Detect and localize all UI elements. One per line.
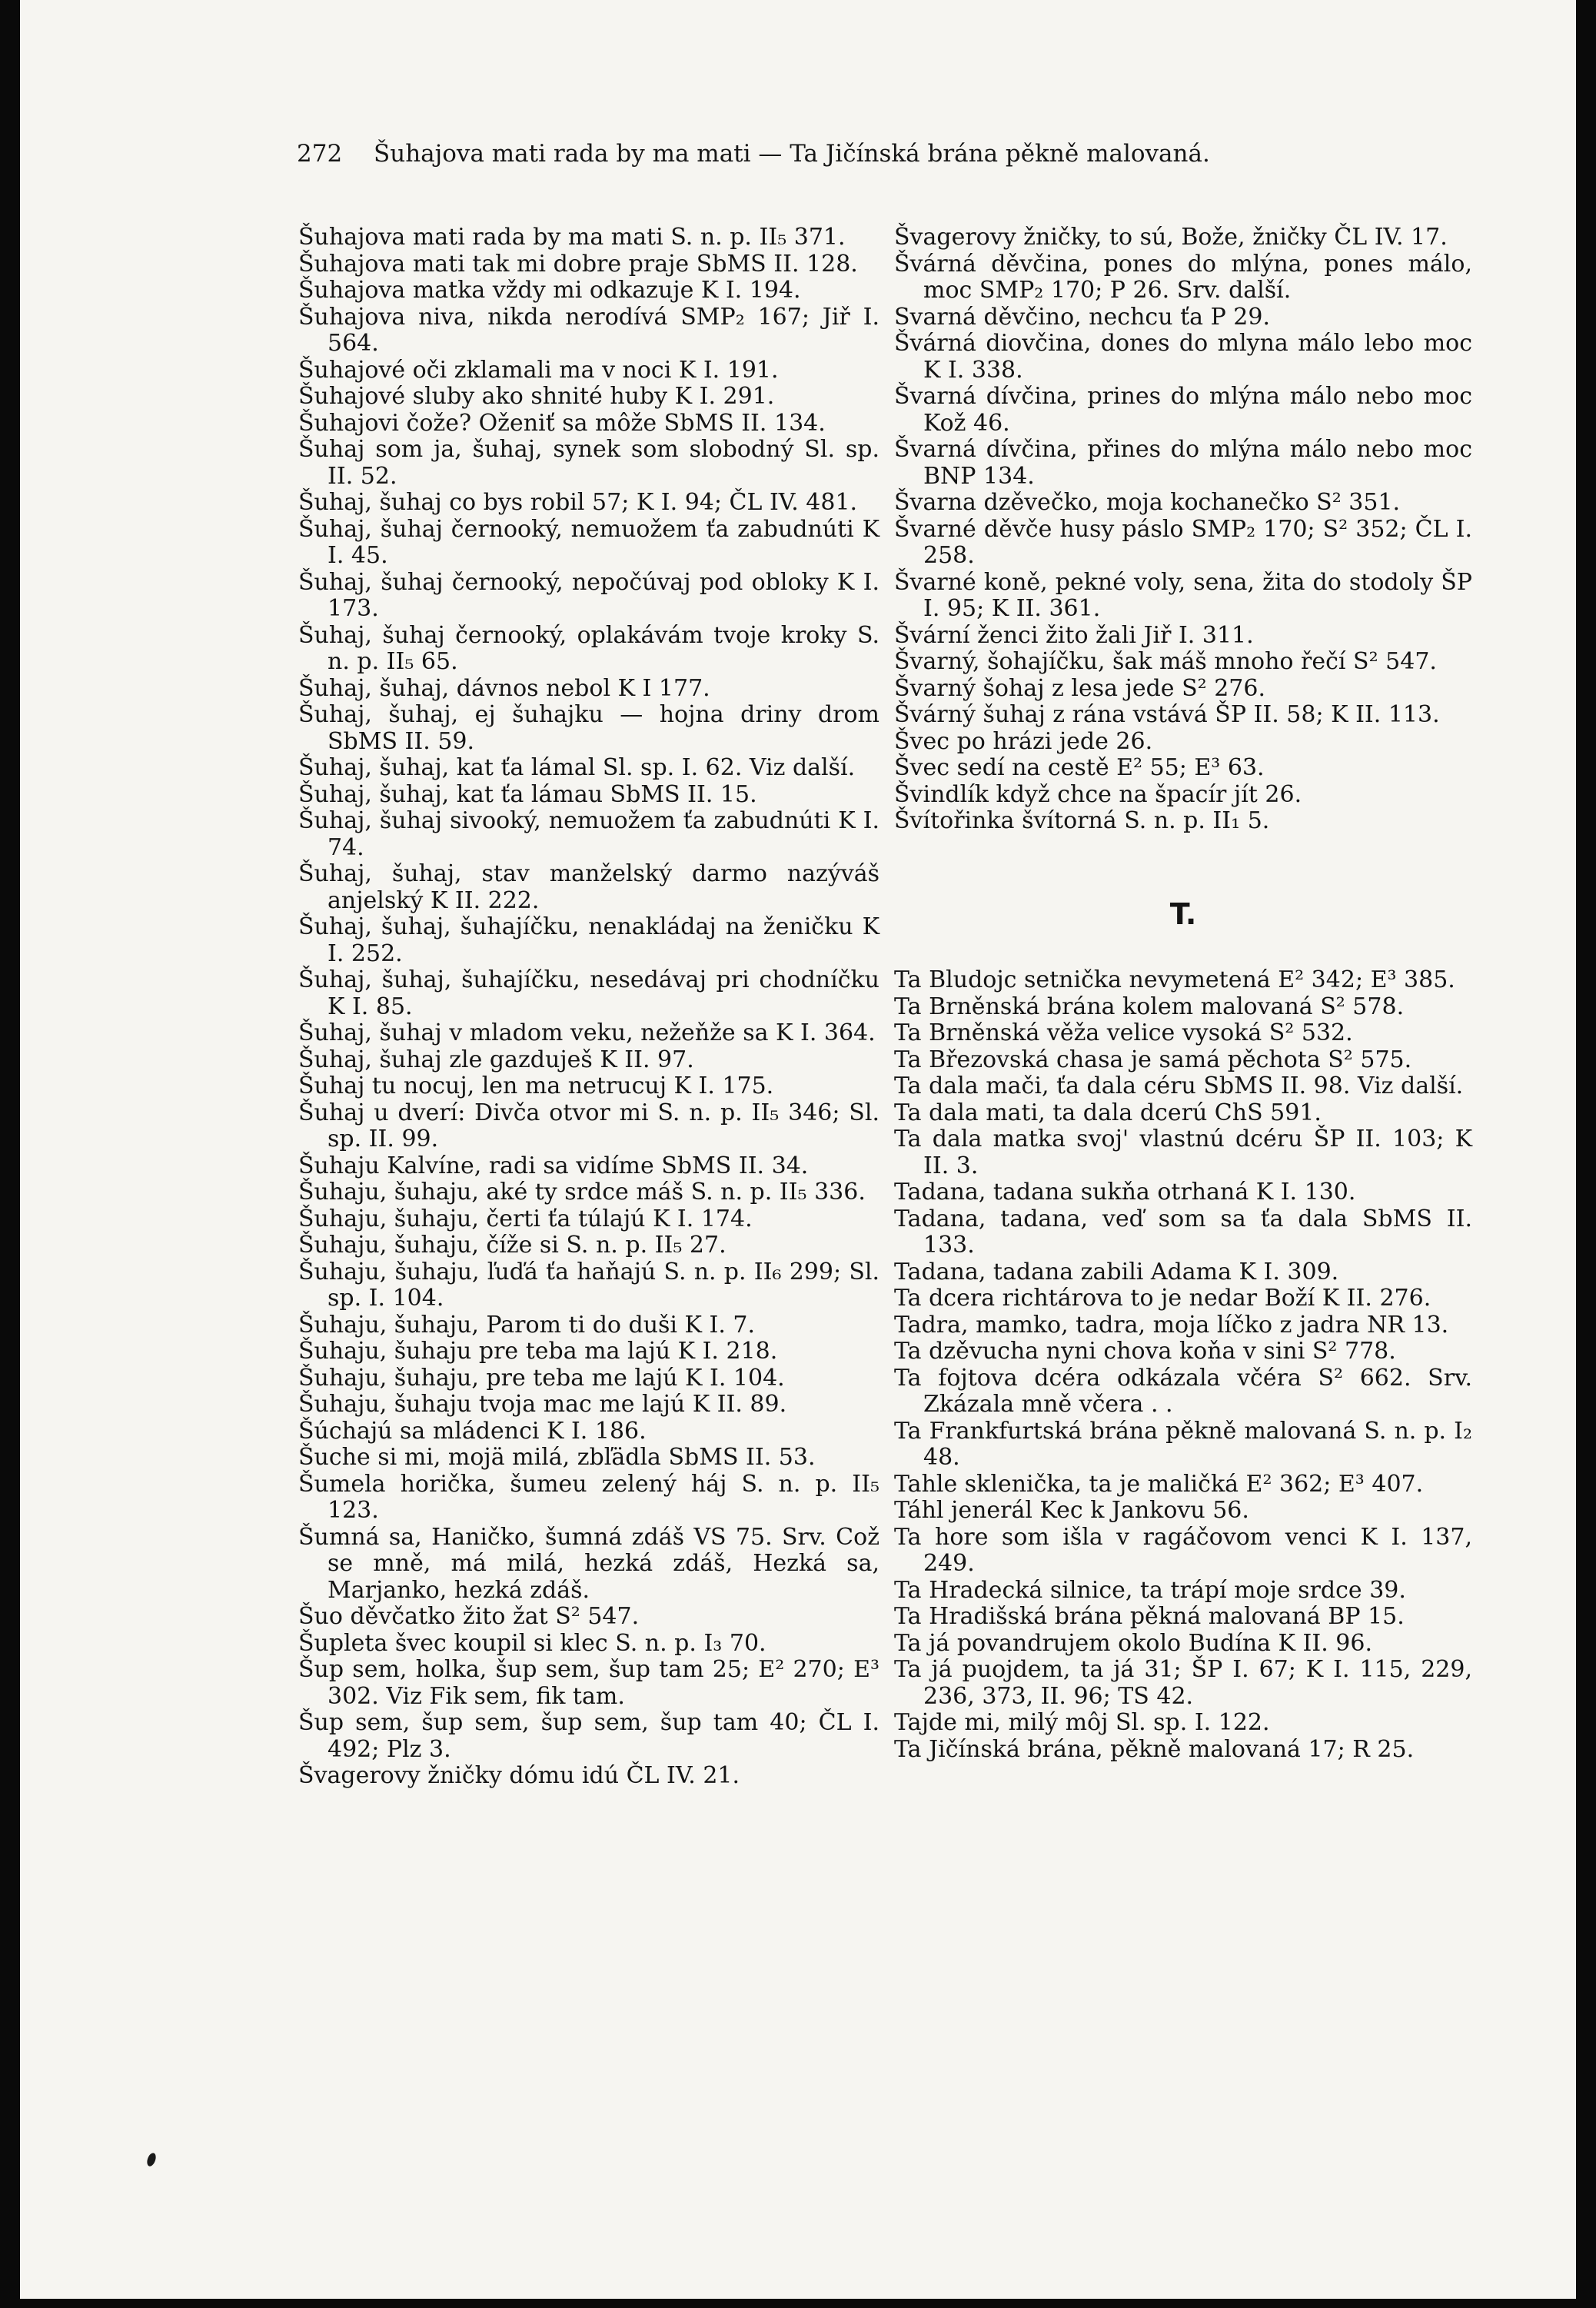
index-entry: Šuhajovi čože? Oženiť sa môže SbMS II. 134.	[298, 409, 826, 437]
index-entry: Tahle sklenička, ta je maličká E² 362; E³ 407.	[894, 1470, 1424, 1498]
index-entry: Šuhaj, šuhaj, šuhajíčku, nesedávaj pri chodníčku K I. 85.	[298, 966, 879, 1020]
index-entry: Šuhaju, šuhaju, číže si S. n. p. II₅ 27.	[298, 1232, 727, 1259]
index-entry: Ta Frankfurtská brána pěkně malovaná S. n. p. I₂ 48.	[894, 1417, 1472, 1471]
index-entry: Svarná děvčino, nechcu ťa P 29.	[894, 303, 1270, 331]
index-entry: Švec po hrázi jede 26.	[894, 727, 1153, 755]
t-entries	[894, 967, 1472, 1763]
index-entry: Švec sedí na cestě E² 55; E³ 63.	[894, 754, 1265, 781]
index-entry: Šuche si mi, mojä milá, zbľädla SbMS II. 53.	[298, 1444, 816, 1471]
index-entry: Ta Brněnská brána kolem malovaná S² 578.	[894, 993, 1405, 1020]
index-entry: Ta fojtova dcéra odkázala včéra S² 662. Srv. Zkázala mně včera . .	[894, 1364, 1472, 1418]
index-entry: Šuhaj, šuhaj černooký, nepočúvaj pod obloky K I. 173.	[298, 568, 879, 622]
index-entry: Ta Brněnská věža velice vysoká S² 532.	[894, 1019, 1353, 1046]
index-entry: Šuo děvčatko žito žat S² 547.	[298, 1603, 640, 1630]
index-entry: Šuhaj, šuhaj zle gazduješ K II. 97.	[298, 1046, 694, 1073]
index-entry: Tadana, tadana zabili Adama K I. 309.	[894, 1258, 1339, 1285]
index-entry: Švarná dívčina, prines do mlýna málo nebo moc Kož 46.	[894, 383, 1472, 437]
index-entry: Šuhaj, šuhaj co bys robil 57; K I. 94; ČL IV. 481.	[298, 489, 858, 516]
index-entry: Šupleta švec koupil si klec S. n. p. I₃ 70.	[298, 1629, 766, 1657]
index-entry: Šuhaj, šuhaj, kat ťa lámal Sl. sp. I. 62. Viz další.	[298, 754, 856, 781]
index-entry: Ta dala mati, ta dala dcerú ChS 591.	[894, 1099, 1322, 1126]
index-entry: Tadana, tadana, veď som sa ťa dala SbMS II. 133.	[894, 1205, 1472, 1259]
index-entry: Švarna dzěvečko, moja kochanečko S² 351.	[894, 489, 1401, 516]
index-entry: Švarné koně, pekné voly, sena, žita do stodoly ŠP I. 95; K II. 361.	[894, 568, 1472, 622]
index-entry: Šup sem, holka, šup sem, šup tam 25; E² 270; E³ 302. Viz Fik sem, fik tam.	[298, 1656, 879, 1710]
index-entry: Švárná děvčina, pones do mlýna, pones málo, moc SMP₂ 170; P 26. Srv. další.	[894, 250, 1472, 304]
index-entry: Šuhaju, šuhaju, pre teba me lajú K I. 104.	[298, 1364, 785, 1392]
index-entry: Šuhaju, šuhaju, Parom ti do duši K I. 7.	[298, 1311, 756, 1339]
ink-spot	[145, 2152, 158, 2167]
book-page	[20, 0, 1576, 2299]
index-entry: Šuhaj, šuhaj, šuhajíčku, nenakládaj na ženičku K I. 252.	[298, 913, 879, 967]
index-entry: Ta dala mači, ťa dala céru SbMS II. 98. Viz další.	[894, 1073, 1464, 1099]
running-title: Šuhajova mati rada by ma mati — Ta Jičínská brána pěkně malovaná.	[374, 140, 1210, 168]
page-header	[297, 140, 1373, 168]
left-column	[298, 224, 879, 1790]
index-entry: Ta já povandrujem okolo Budína K II. 96.	[894, 1629, 1372, 1657]
index-entry: Šuhajova niva, nikda nerodívá SMP₂ 167; Jiř I. 564.	[298, 303, 879, 357]
index-entry: Švarné děvče husy páslo SMP₂ 170; S² 352; ČL I. 258.	[894, 515, 1472, 569]
index-entry: Šuhaj, šuhaj černooký, oplakávám tvoje kroky S. n. p. II₅ 65.	[298, 621, 879, 675]
index-entry: Ta hore som išla v ragáčovom venci K I. 137, 249.	[894, 1523, 1472, 1577]
index-entry: Šuhaj, šuhaj, dávnos nebol K I 177.	[298, 674, 710, 702]
index-entry: Šuhaj, šuhaj sivooký, nemuožem ťa zabudnúti K I. 74.	[298, 807, 879, 861]
index-entry: Ta já puojdem, ta já 31; ŠP I. 67; K I. 115, 229, 236, 373, II. 96; TS 42.	[894, 1656, 1472, 1710]
index-entry: Švítořinka švítorná S. n. p. II₁ 5.	[894, 807, 1270, 834]
index-entry: Šuhaju Kalvíne, radi sa vidíme SbMS II. 34.	[298, 1152, 809, 1179]
index-entry: Švarný šohaj z lesa jede S² 276.	[894, 674, 1266, 702]
index-entry: Švarná dívčina, přines do mlýna málo nebo moc BNP 134.	[894, 436, 1472, 490]
index-entry: Táhl jenerál Kec k Jankovu 56.	[894, 1497, 1249, 1524]
index-entry: Šuhajova mati rada by ma mati S. n. p. II₅ 371.	[298, 224, 846, 251]
index-entry: Švarný, šohajíčku, šak máš mnoho řečí S² 547.	[894, 648, 1437, 675]
index-entry: Šuhaj, šuhaj, stav manželský darmo nazýváš anjelský K II. 222.	[298, 860, 879, 914]
right-column	[894, 224, 1472, 1763]
index-entry: Ta Jičínská brána, pěkně malovaná 17; R 25.	[894, 1735, 1415, 1763]
index-entry: Ta Hradišská brána pěkná malovaná BP 15.	[894, 1603, 1405, 1630]
index-entry: Šúchajú sa mládenci K I. 186.	[298, 1417, 647, 1445]
index-entry: Tadra, mamko, tadra, moja líčko z jadra NR 13.	[894, 1311, 1449, 1339]
index-entry: Šuhaju, šuhaju pre teba ma lajú K I. 218.	[298, 1338, 778, 1365]
index-entry: Šuhaj som ja, šuhaj, synek som slobodný Sl. sp. II. 52.	[298, 436, 879, 490]
index-entry: Šuhaju, šuhaju, ľuďá ťa haňajú S. n. p. II₆ 299; Sl. sp. I. 104.	[298, 1258, 879, 1312]
index-entry: Ta dcera richtárova to je nedar Boží K II. 276.	[894, 1285, 1431, 1312]
index-entry: Šuhajova matka vždy mi odkazuje K I. 194.	[298, 277, 801, 304]
index-entry: Šuhaj tu nocuj, len ma netrucuj K I. 175.	[298, 1073, 774, 1099]
index-entry: Šuhaj, šuhaj, kat ťa lámau SbMS II. 15.	[298, 780, 757, 808]
index-entry: Švární ženci žito žali Jiř I. 311.	[894, 621, 1254, 649]
index-entry: Šuhaj, šuhaj černooký, nemuožem ťa zabudnúti K I. 45.	[298, 515, 879, 569]
index-entry: Ta dala matka svoj' vlastnú dcéru ŠP II. 103; K II. 3.	[894, 1126, 1472, 1179]
index-entry: Šuhajové oči zklamali ma v noci K I. 191.	[298, 356, 779, 384]
index-entry: Šuhaju, šuhaju, čerti ťa túlajú K I. 174.	[298, 1205, 753, 1232]
index-entry: Šuhaj, šuhaj, ej šuhajku — hojna driny drom SbMS II. 59.	[298, 701, 879, 755]
index-entry: Šumela horička, šumeu zelený háj S. n. p. II₅ 123.	[298, 1470, 879, 1524]
index-entry: Tajde mi, milý môj Sl. sp. I. 122.	[894, 1709, 1270, 1736]
s-entries	[894, 224, 1472, 835]
index-entry: Šuhajové sluby ako shnité huby K I. 291.	[298, 383, 775, 410]
index-entry: Šuhajova mati tak mi dobre praje SbMS II. 128.	[298, 250, 858, 278]
index-entry: Šuhaju, šuhaju, aké ty srdce máš S. n. p. II₅ 336.	[298, 1179, 866, 1206]
page-number: 272	[297, 140, 343, 168]
index-entry: Švárná diovčina, dones do mlyna málo lebo moc K I. 338.	[894, 330, 1472, 384]
index-entry: Švárný šuhaj z rána vstává ŠP II. 58; K II. 113.	[894, 701, 1440, 728]
index-entry: Šuhaj u dverí: Divča otvor mi S. n. p. II₅ 346; Sl. sp. II. 99.	[298, 1099, 879, 1152]
index-entry: Šuhaj, šuhaj v mladom veku, nežeňže sa K I. 364.	[298, 1019, 876, 1046]
index-entry: Ta dzěvucha nyni chova koňa v sini S² 778.	[894, 1338, 1396, 1365]
index-entry: Švindlík když chce na špacír jít 26.	[894, 780, 1302, 808]
index-entry: Švagerovy žničky dómu idú ČL IV. 21.	[298, 1762, 740, 1789]
index-entry: Ta Bludojc setnička nevymetená E² 342; E³ 385.	[894, 966, 1455, 993]
index-entry: Ta Březovská chasa je samá pěchota S² 575.	[894, 1046, 1412, 1073]
index-entry: Švagerovy žničky, to sú, Bože, žničky ČL IV. 17.	[894, 224, 1448, 251]
index-entry: Tadana, tadana sukňa otrhaná K I. 130.	[894, 1179, 1356, 1206]
index-entry: Šup sem, šup sem, šup sem, šup tam 40; ČL I. 492; Plz 3.	[298, 1709, 879, 1763]
index-entry: Šuhaju, šuhaju tvoja mac me lajú K II. 89.	[298, 1391, 787, 1418]
section-letter: T.	[1169, 896, 1197, 931]
index-entry: Ta Hradecká silnice, ta trápí moje srdce 39.	[894, 1576, 1406, 1604]
index-entry: Šumná sa, Haničko, šumná zdáš VS 75. Srv. Což se mně, má milá, hezká zdáš, Hezká sa, Marjanko, hezká zdáš.	[298, 1523, 879, 1604]
